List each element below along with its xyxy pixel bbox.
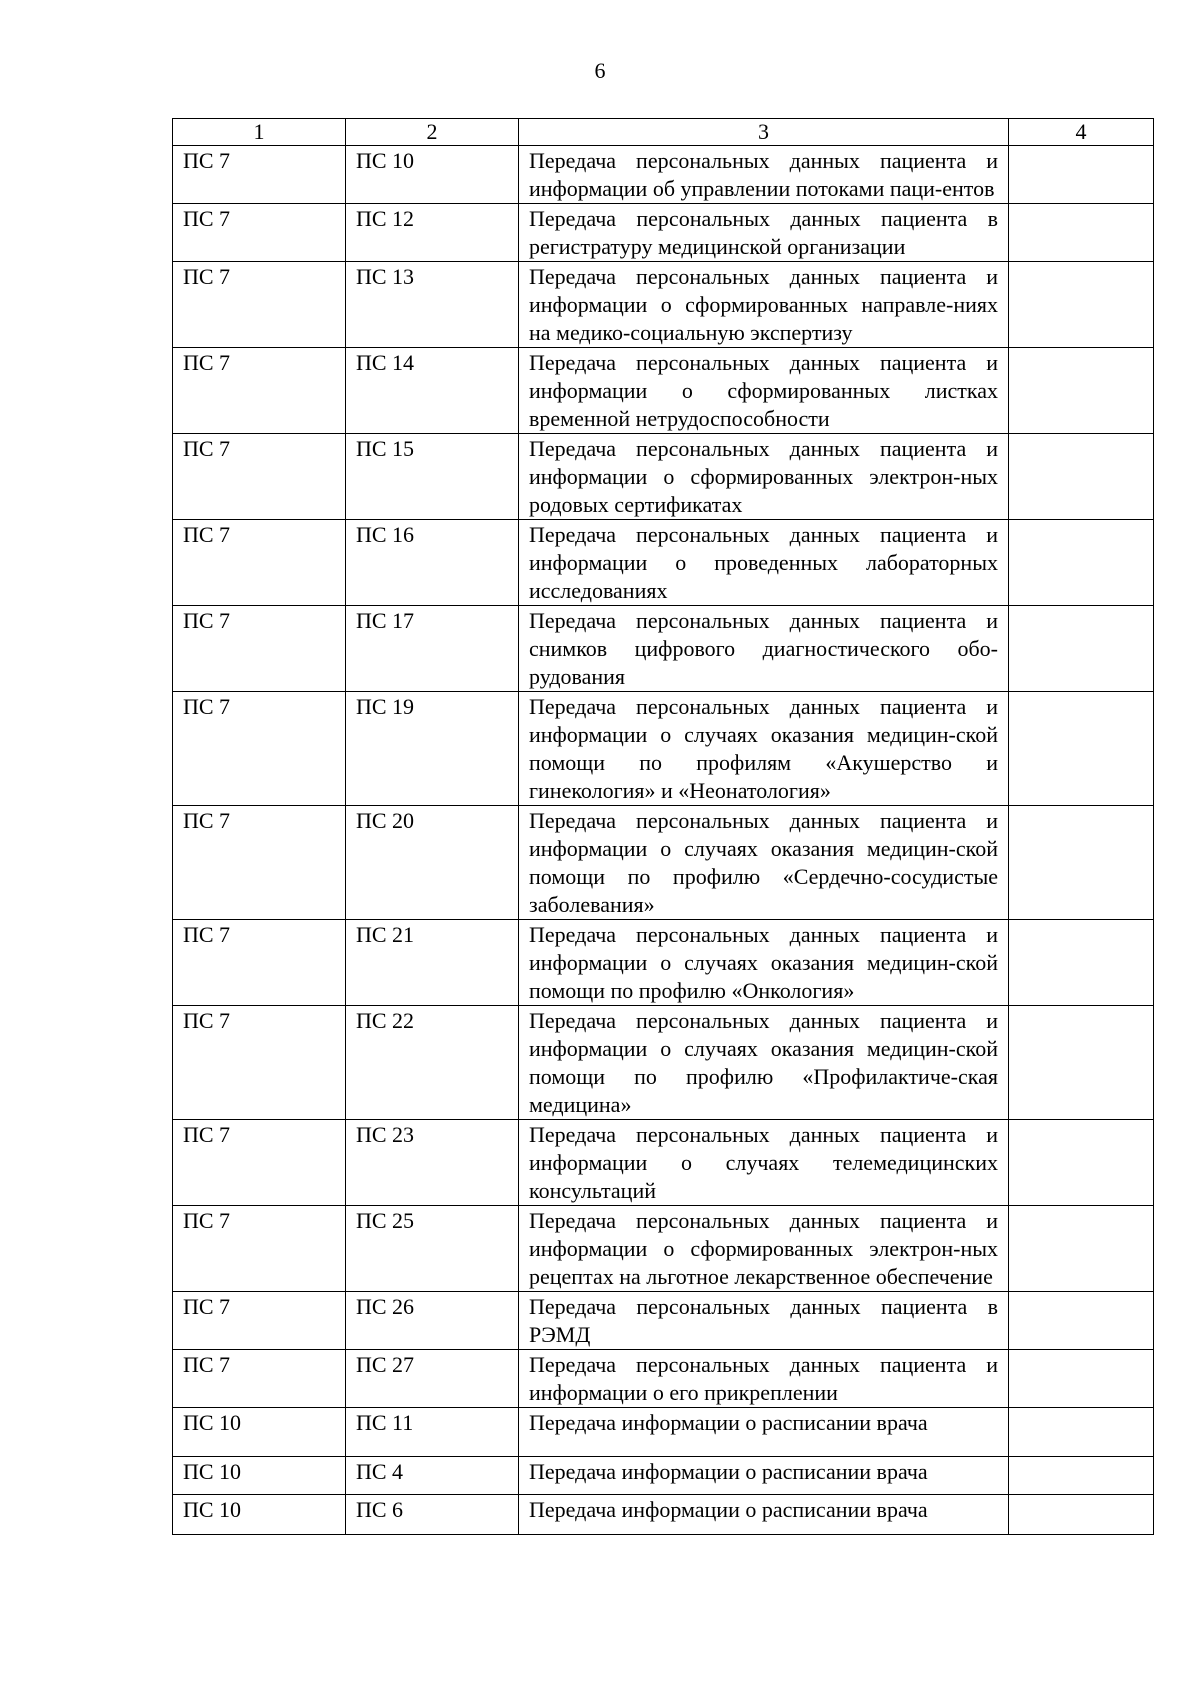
- table-row: [173, 1457, 1154, 1495]
- source-system-cell: ПС 10: [173, 1408, 346, 1457]
- notes-cell: [1009, 434, 1154, 520]
- source-system-cell: ПС 7: [173, 434, 346, 520]
- notes-cell: [1009, 262, 1154, 348]
- notes-cell: [1009, 1006, 1154, 1120]
- target-system-cell: ПС 19: [346, 692, 519, 806]
- description-cell: Передача персональных данных пациента и снимков цифрового диагностического обо-рудования: [519, 606, 1009, 692]
- description-cell: Передача персональных данных пациента и информации о случаях оказания медицин-ской помощи по профилю «Профилактиче-ская медицина»: [519, 1006, 1009, 1120]
- notes-cell: [1009, 1206, 1154, 1292]
- table-row: [173, 1292, 1154, 1350]
- page-number: 6: [594, 58, 606, 83]
- notes-cell: [1009, 920, 1154, 1006]
- systems-interaction-table: [172, 118, 1154, 1535]
- table-row: [173, 434, 1154, 520]
- description-cell: Передача информации о расписании врача: [519, 1457, 1009, 1495]
- description-cell: Передача персональных данных пациента и информации о сформированных направле-ниях на медико-социальную экспертизу: [519, 262, 1009, 348]
- table-row: [173, 1206, 1154, 1292]
- table-row: [173, 348, 1154, 434]
- target-system-cell: ПС 21: [346, 920, 519, 1006]
- table-row: [173, 806, 1154, 920]
- description-cell: Передача персональных данных пациента и информации о сформированных электрон-ных родовых сертификатах: [519, 434, 1009, 520]
- table-row: [173, 1408, 1154, 1457]
- target-system-cell: ПС 13: [346, 262, 519, 348]
- notes-cell: [1009, 1495, 1154, 1535]
- target-system-cell: ПС 12: [346, 204, 519, 262]
- source-system-cell: ПС 7: [173, 920, 346, 1006]
- notes-cell: [1009, 520, 1154, 606]
- source-system-cell: ПС 7: [173, 1292, 346, 1350]
- description-cell: Передача персональных данных пациента в регистратуру медицинской организации: [519, 204, 1009, 262]
- table-row: [173, 204, 1154, 262]
- table-row: [173, 262, 1154, 348]
- notes-cell: [1009, 1408, 1154, 1457]
- target-system-cell: ПС 11: [346, 1408, 519, 1457]
- description-cell: Передача персональных данных пациента в РЭМД: [519, 1292, 1009, 1350]
- target-system-cell: ПС 25: [346, 1206, 519, 1292]
- source-system-cell: ПС 7: [173, 1350, 346, 1408]
- target-system-cell: ПС 20: [346, 806, 519, 920]
- table-row: [173, 1120, 1154, 1206]
- table-row: [173, 520, 1154, 606]
- target-system-cell: ПС 16: [346, 520, 519, 606]
- description-cell: Передача персональных данных пациента и информации о случаях оказания медицин-ской помощи по профилю «Сердечно-сосудистые заболевания»: [519, 806, 1009, 920]
- description-cell: Передача персональных данных пациента и информации о сформированных листках временной нетрудоспособности: [519, 348, 1009, 434]
- table-row: [173, 1006, 1154, 1120]
- column-header-2: 2: [346, 119, 519, 146]
- table-row: [173, 1350, 1154, 1408]
- target-system-cell: ПС 6: [346, 1495, 519, 1535]
- notes-cell: [1009, 692, 1154, 806]
- target-system-cell: ПС 22: [346, 1006, 519, 1120]
- table-header-row: [173, 119, 1154, 146]
- source-system-cell: ПС 7: [173, 146, 346, 204]
- source-system-cell: ПС 7: [173, 204, 346, 262]
- target-system-cell: ПС 27: [346, 1350, 519, 1408]
- source-system-cell: ПС 7: [173, 348, 346, 434]
- target-system-cell: ПС 15: [346, 434, 519, 520]
- notes-cell: [1009, 1120, 1154, 1206]
- source-system-cell: ПС 7: [173, 1120, 346, 1206]
- notes-cell: [1009, 146, 1154, 204]
- source-system-cell: ПС 7: [173, 692, 346, 806]
- source-system-cell: ПС 7: [173, 1206, 346, 1292]
- description-cell: Передача персональных данных пациента и информации об управлении потоками паци-ентов: [519, 146, 1009, 204]
- column-header-4: 4: [1009, 119, 1154, 146]
- source-system-cell: ПС 7: [173, 1006, 346, 1120]
- description-cell: Передача информации о расписании врача: [519, 1495, 1009, 1535]
- description-cell: Передача персональных данных пациента и информации о случаях оказания медицин-ской помощи по профилю «Онкология»: [519, 920, 1009, 1006]
- target-system-cell: ПС 4: [346, 1457, 519, 1495]
- target-system-cell: ПС 14: [346, 348, 519, 434]
- description-cell: Передача персональных данных пациента и информации о сформированных электрон-ных рецептах на льготное лекарственное обеспечение: [519, 1206, 1009, 1292]
- source-system-cell: ПС 7: [173, 520, 346, 606]
- column-header-3: 3: [519, 119, 1009, 146]
- target-system-cell: ПС 23: [346, 1120, 519, 1206]
- description-cell: Передача информации о расписании врача: [519, 1408, 1009, 1457]
- target-system-cell: ПС 17: [346, 606, 519, 692]
- notes-cell: [1009, 348, 1154, 434]
- table-row: [173, 606, 1154, 692]
- description-cell: Передача персональных данных пациента и информации о проведенных лабораторных исследованиях: [519, 520, 1009, 606]
- notes-cell: [1009, 606, 1154, 692]
- source-system-cell: ПС 10: [173, 1495, 346, 1535]
- table-row: [173, 920, 1154, 1006]
- target-system-cell: ПС 26: [346, 1292, 519, 1350]
- column-header-1: 1: [173, 119, 346, 146]
- target-system-cell: ПС 10: [346, 146, 519, 204]
- notes-cell: [1009, 1350, 1154, 1408]
- source-system-cell: ПС 7: [173, 806, 346, 920]
- notes-cell: [1009, 1457, 1154, 1495]
- description-cell: Передача персональных данных пациента и информации о случаях оказания медицин-ской помощи по профилям «Акушерство и гинекология» и «Неонатология»: [519, 692, 1009, 806]
- notes-cell: [1009, 1292, 1154, 1350]
- table-row: [173, 1495, 1154, 1535]
- notes-cell: [1009, 204, 1154, 262]
- source-system-cell: ПС 7: [173, 262, 346, 348]
- source-system-cell: ПС 10: [173, 1457, 346, 1495]
- table-row: [173, 146, 1154, 204]
- description-cell: Передача персональных данных пациента и информации о его прикреплении: [519, 1350, 1009, 1408]
- description-cell: Передача персональных данных пациента и информации о случаях телемедицинских консультаций: [519, 1120, 1009, 1206]
- table-row: [173, 692, 1154, 806]
- notes-cell: [1009, 806, 1154, 920]
- source-system-cell: ПС 7: [173, 606, 346, 692]
